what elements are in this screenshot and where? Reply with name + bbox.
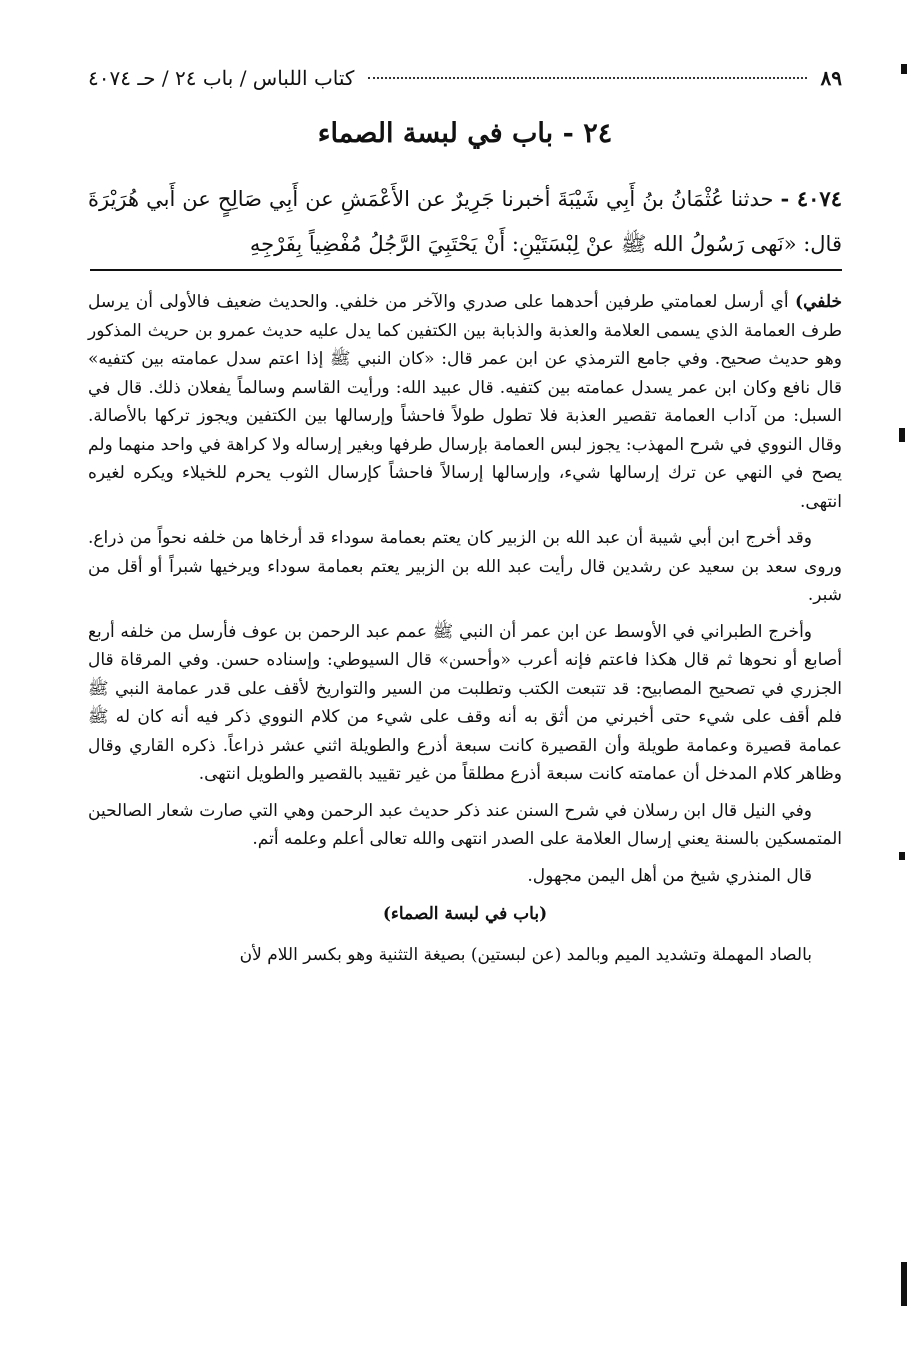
header-leader-dots — [368, 77, 806, 79]
hadith-number: ٤٠٧٤ - — [780, 186, 842, 211]
commentary-paragraph: وقد أخرج ابن أبي شيبة أن عبد الله بن الزبير كان يعتم بعمامة سوداء قد أرخاها من خلفه نحواً من ذراع. وروى سعد بن سعيد عن رشدين قال رأيت عبد الله بن الزبير يعتم بعمامة سوداء ويرخيها شبراً أو أقل من شبر. — [88, 528, 842, 605]
commentary-paragraph-text: أي أرسل لعمامتي طرفين أحدهما على صدري والآخر من خلفي. والحديث ضعيف فالأولى أن يرسل طرف العمامة الذي يسمى العلامة والعذبة والذبابة بين الكتفين كما يدل عليه حديث عمرو بن حريث المذكور وهو حديث صحيح. وفي جامع الترمذي عن ابن عمر قال: «كان النبي ﷺ إذا اعتم سدل عمامته بين كتفيه» قال نافع وكان ابن عمر يسدل عمامته بين كتفيه. قال عبيد الله: ورأيت القاسم وسالماً يفعلان ذلك. قال في السبل: من آداب العمامة تقصير العذبة فلا تطول طولاً فاحشاً وإرسالها بين الكتفين ويجوز تركها بالأصالة. وقال النووي في شرح المهذب: يجوز لبس العمامة بإرسال طرفها وبغير إرساله ولا كراهة في واحد منهما ولم يصح في النهي عن ترك إرسالها شيء، وإرسالها إرسالاً فاحشاً كإرسال الثوب يحرم للخيلاء ويكره لغيره انتهى. — [88, 292, 842, 512]
hadith-text-block — [88, 176, 842, 267]
commentary-lead-word: خلفي) — [795, 292, 842, 312]
page-header — [88, 60, 842, 96]
running-title: كتاب اللباس / باب ٢٤ / حـ ٤٠٧٤ — [88, 66, 355, 90]
commentary-block — [88, 288, 842, 977]
commentary-paragraph: بالصاد المهملة وتشديد الميم وبالمد (عن لبستين) بصيغة التثنية وهو بكسر اللام لأن — [239, 944, 812, 965]
scan-edge-mark — [901, 1262, 907, 1306]
section-subtitle: (باب في لبسة الصماء) — [382, 904, 548, 924]
separator-rule — [90, 269, 842, 271]
scan-edge-mark — [899, 852, 905, 860]
hadith-text: حدثنا عُثْمَانُ بنُ أَبِي شَيْبَةَ أخبرنا جَرِيرٌ عن الأَعْمَشِ عن أَبِي صَالِحٍ عن أَبي هُرَيْرَةَ قال: «نَهى رَسُولُ الله ﷺ عنْ لِبْسَتَيْنِ: أَنْ يَحْتَبِيَ الرَّجُلُ مُفْضِياً بِفَرْجِهِ — [88, 187, 842, 256]
scan-edge-mark — [901, 64, 907, 74]
page-number: ٨٩ — [820, 66, 842, 90]
commentary-paragraph: وأخرج الطبراني في الأوسط عن ابن عمر أن النبي ﷺ عمم عبد الرحمن بن عوف فأرسل من خلفه أربع أصابع أو نحوها ثم قال هكذا فاعتم فإنه أعرب «وأحسن» قال السيوطي: وإسناده حسن. وفي المرقاة قال الجزري في تصحيح المصابيح: قد تتبعت الكتب وتطلبت من السير والتواريخ لأقف على قدر عمامة النبي ﷺ فلم أقف على شيء حتى أخبرني من أثق به أنه وقف على شيء من كلام النووي ذكر فيه أنه كان له ﷺ عمامة قصيرة وعمامة طويلة وأن القصيرة كانت سبعة أذرع والطويلة اثني عشر ذراعاً. ذكره القاري وقال وظاهر كلام المدخل أن عمامته كانت سبعة أذرع مطلقاً من غير تقييد بالقصير والطويل انتهى. — [88, 621, 842, 784]
commentary-paragraph: وفي النيل قال ابن رسلان في شرح السنن عند ذكر حديث عبد الرحمن وهي التي صارت شعار الصالحين المتمسكين بالسنة يعني إرسال العلامة على الصدر انتهى والله تعالى أعلم وعلمه أتم. — [88, 800, 842, 849]
commentary-paragraph — [88, 288, 842, 516]
commentary-paragraph: قال المنذري شيخ من أهل اليمن مجهول. — [527, 865, 812, 886]
scan-edge-mark — [899, 428, 905, 442]
chapter-title: ٢٤ - باب في لبسة الصماء — [317, 118, 613, 149]
